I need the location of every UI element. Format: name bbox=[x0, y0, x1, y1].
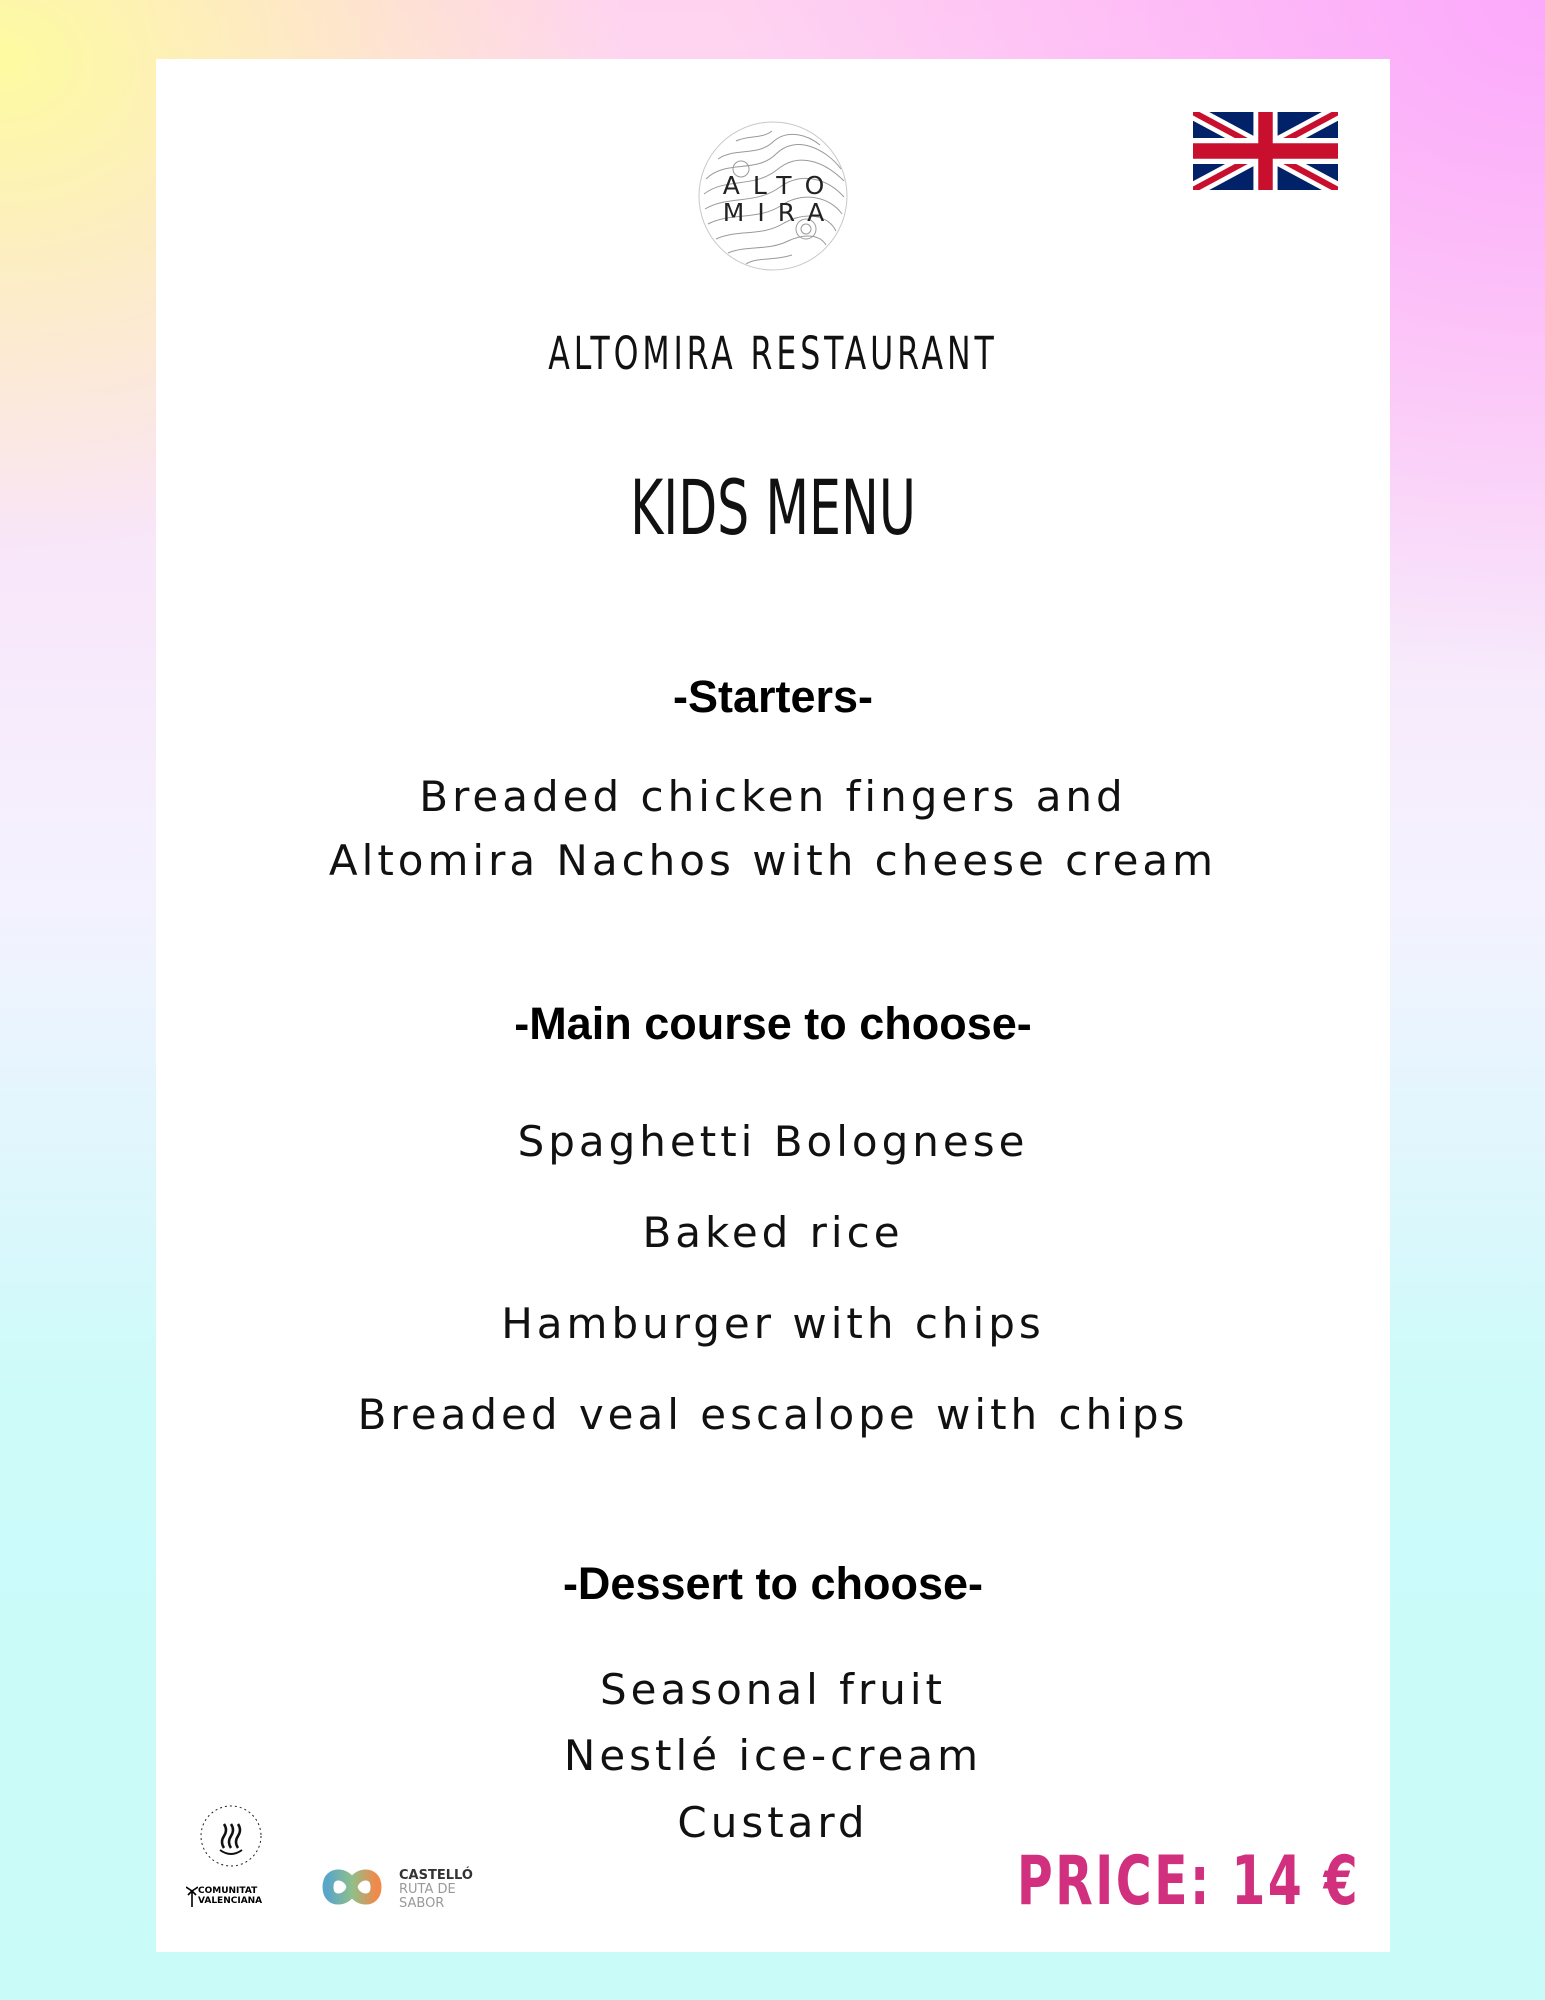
main-course-heading: -Main course to choose- bbox=[514, 998, 1032, 1049]
castello-ruta-de-sabor-logo-icon bbox=[306, 1859, 392, 1915]
ruta-de-text: RUTA DE bbox=[399, 1882, 456, 1897]
logo-text-line2: MIRA bbox=[722, 198, 838, 227]
menu-title: KIDS MENU bbox=[630, 463, 916, 552]
dessert-heading: -Dessert to choose- bbox=[562, 1558, 984, 1609]
dessert-item: Nestlé ice-cream bbox=[563, 1731, 983, 1780]
dessert-item: Seasonal fruit bbox=[599, 1665, 946, 1714]
restaurant-name: ALTOMIRA RESTAURANT bbox=[548, 327, 998, 380]
comunitat-text: COMUNITAT bbox=[198, 1886, 258, 1896]
starters-heading: -Starters- bbox=[672, 671, 874, 722]
price-label: PRICE: 14 € bbox=[1016, 1842, 1360, 1921]
dessert-item: Custard bbox=[677, 1798, 869, 1847]
valenciana-text: VALENCIANA bbox=[198, 1896, 263, 1906]
main-course-item: Spaghetti Bolognese bbox=[517, 1117, 1029, 1166]
sabor-text: SABOR bbox=[399, 1896, 445, 1911]
exquisit-mediterrani-badge-icon bbox=[186, 1794, 276, 1884]
starter-line: Breaded chicken fingers and bbox=[419, 772, 1127, 821]
palm-icon bbox=[186, 1883, 198, 1907]
menu-card bbox=[156, 59, 1390, 1952]
main-course-item: Breaded veal escalope with chips bbox=[357, 1390, 1189, 1439]
logo-text-line1: ALTO bbox=[722, 171, 838, 200]
united-kingdom-flag-icon[interactable] bbox=[1193, 112, 1338, 190]
main-course-item: Baked rice bbox=[642, 1208, 904, 1257]
castello-text: CASTELLÓ bbox=[399, 1868, 473, 1883]
starter-line: Altomira Nachos with cheese cream bbox=[328, 836, 1218, 885]
main-course-item: Hamburger with chips bbox=[501, 1299, 1045, 1348]
